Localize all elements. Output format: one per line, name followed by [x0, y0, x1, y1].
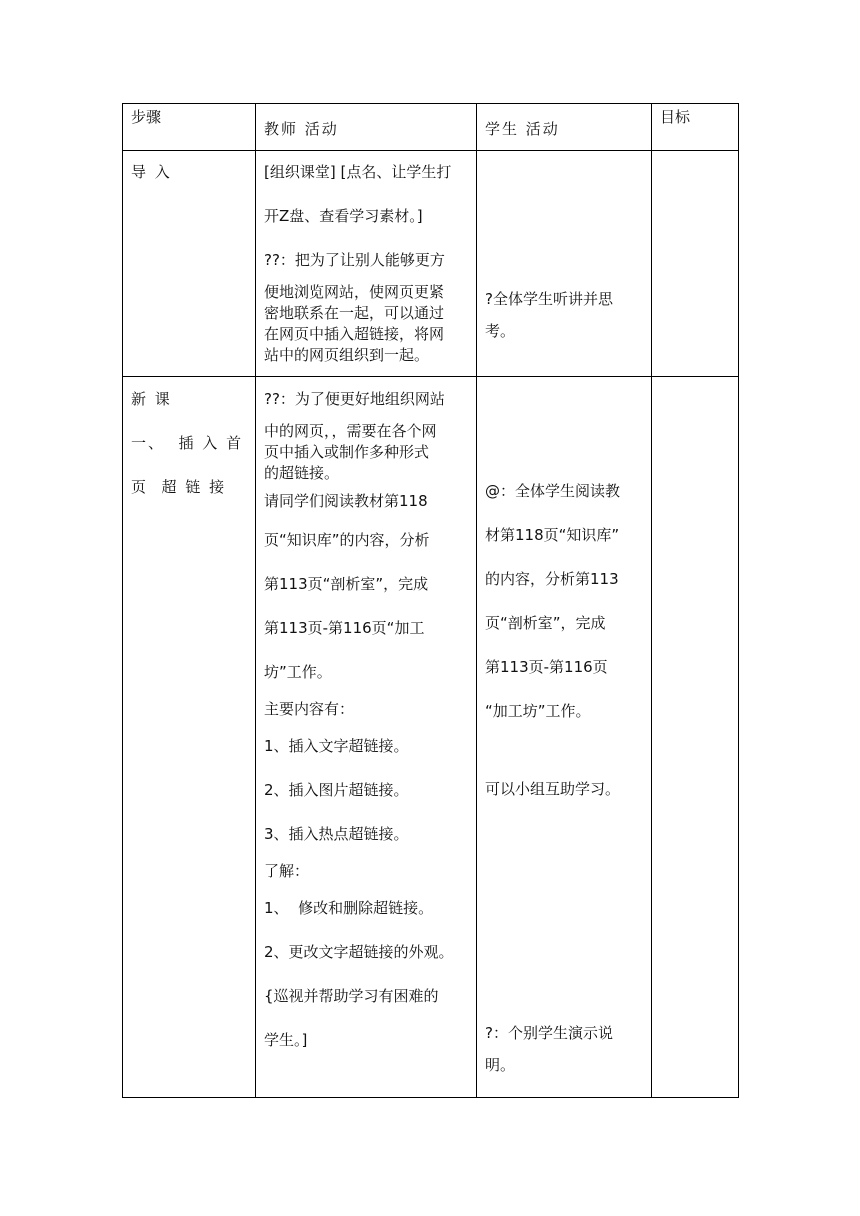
teacher-line: 请同学们阅读教材第118: [264, 492, 428, 510]
goal-cell: [652, 151, 739, 377]
header-step-text: 步骤: [131, 108, 162, 126]
student-line: 第113页-第116页: [485, 658, 608, 676]
teacher-line: 在网页中插入超链接，将网: [264, 325, 445, 343]
teacher-line: 坊”工作。: [264, 663, 332, 681]
student-line: “加工坊”工作。: [485, 702, 591, 720]
teacher-line: 2、插入图片超链接。: [264, 781, 409, 799]
student-line: 页“剖析室”，完成: [485, 614, 606, 632]
teacher-line: ??：为了便更好地组织网站: [264, 390, 445, 408]
teacher-line: {巡视并帮助学习有困难的: [264, 987, 439, 1005]
step-line: 页 超 链 接: [131, 478, 227, 496]
student-line: 的内容，分析第113: [485, 570, 619, 588]
header-goal-text: 目标: [660, 108, 691, 126]
header-teacher-text: 教师 活动: [264, 120, 339, 138]
table-row: [123, 377, 739, 1098]
student-line: ?：个别学生演示说: [485, 1024, 613, 1042]
teacher-line: 开Z盘、查看学习素材。]: [264, 207, 423, 225]
goal-cell: [652, 377, 739, 1098]
student-cell: [477, 377, 652, 1098]
student-cell: [477, 151, 652, 377]
student-line: 考。: [485, 322, 516, 340]
teacher-line: 页“知识库”的内容，分析: [264, 531, 430, 549]
teacher-line: 的超链接。: [264, 464, 340, 482]
student-line: 材第118页“知识库”: [485, 526, 620, 544]
teacher-line: 第113页-第116页“加工: [264, 619, 425, 637]
step-line: 一、 插 入 首: [131, 434, 244, 452]
student-line: ?全体学生听讲并思: [485, 290, 613, 308]
teacher-line: 站中的网页组织到一起。: [264, 346, 430, 364]
student-line: 明。: [485, 1056, 516, 1074]
header-goal: [652, 104, 739, 151]
teacher-line: [组织课堂] [点名、让学生打: [264, 163, 452, 181]
table-row: [123, 151, 739, 377]
teacher-line: 了解：: [264, 862, 310, 880]
lesson-plan-table: [122, 103, 739, 1098]
teacher-line: 1、 修改和删除超链接。: [264, 899, 434, 917]
teacher-line: ??：把为了让别人能够更方: [264, 251, 445, 269]
header-teacher: [256, 104, 477, 151]
teacher-line: 2、更改文字超链接的外观。: [264, 943, 454, 961]
header-row: [123, 104, 739, 151]
step-line: 导 入: [131, 163, 172, 181]
step-cell: [123, 151, 256, 377]
teacher-line: 页中插入或制作多种形式: [264, 443, 430, 461]
header-student-text: 学生 活动: [485, 120, 560, 138]
teacher-line: 便地浏览网站，使网页更紧: [264, 283, 445, 301]
teacher-line: 密地联系在一起，可以通过: [264, 304, 445, 322]
teacher-line: 学生。]: [264, 1031, 308, 1049]
teacher-line: 3、插入热点超链接。: [264, 825, 409, 843]
step-cell: [123, 377, 256, 1098]
teacher-cell: [256, 151, 477, 377]
teacher-cell: [256, 377, 477, 1098]
teacher-line: 第113页“剖析室”，完成: [264, 575, 429, 593]
step-line: 新 课: [131, 390, 172, 408]
header-student: [477, 104, 652, 151]
student-line: 可以小组互助学习。: [485, 780, 621, 798]
student-line: @：全体学生阅读教: [485, 482, 621, 500]
teacher-line: 中的网页，，需要在各个网: [264, 422, 437, 440]
teacher-line: 主要内容有：: [264, 700, 355, 718]
teacher-line: 1、插入文字超链接。: [264, 737, 409, 755]
header-step: [123, 104, 256, 151]
